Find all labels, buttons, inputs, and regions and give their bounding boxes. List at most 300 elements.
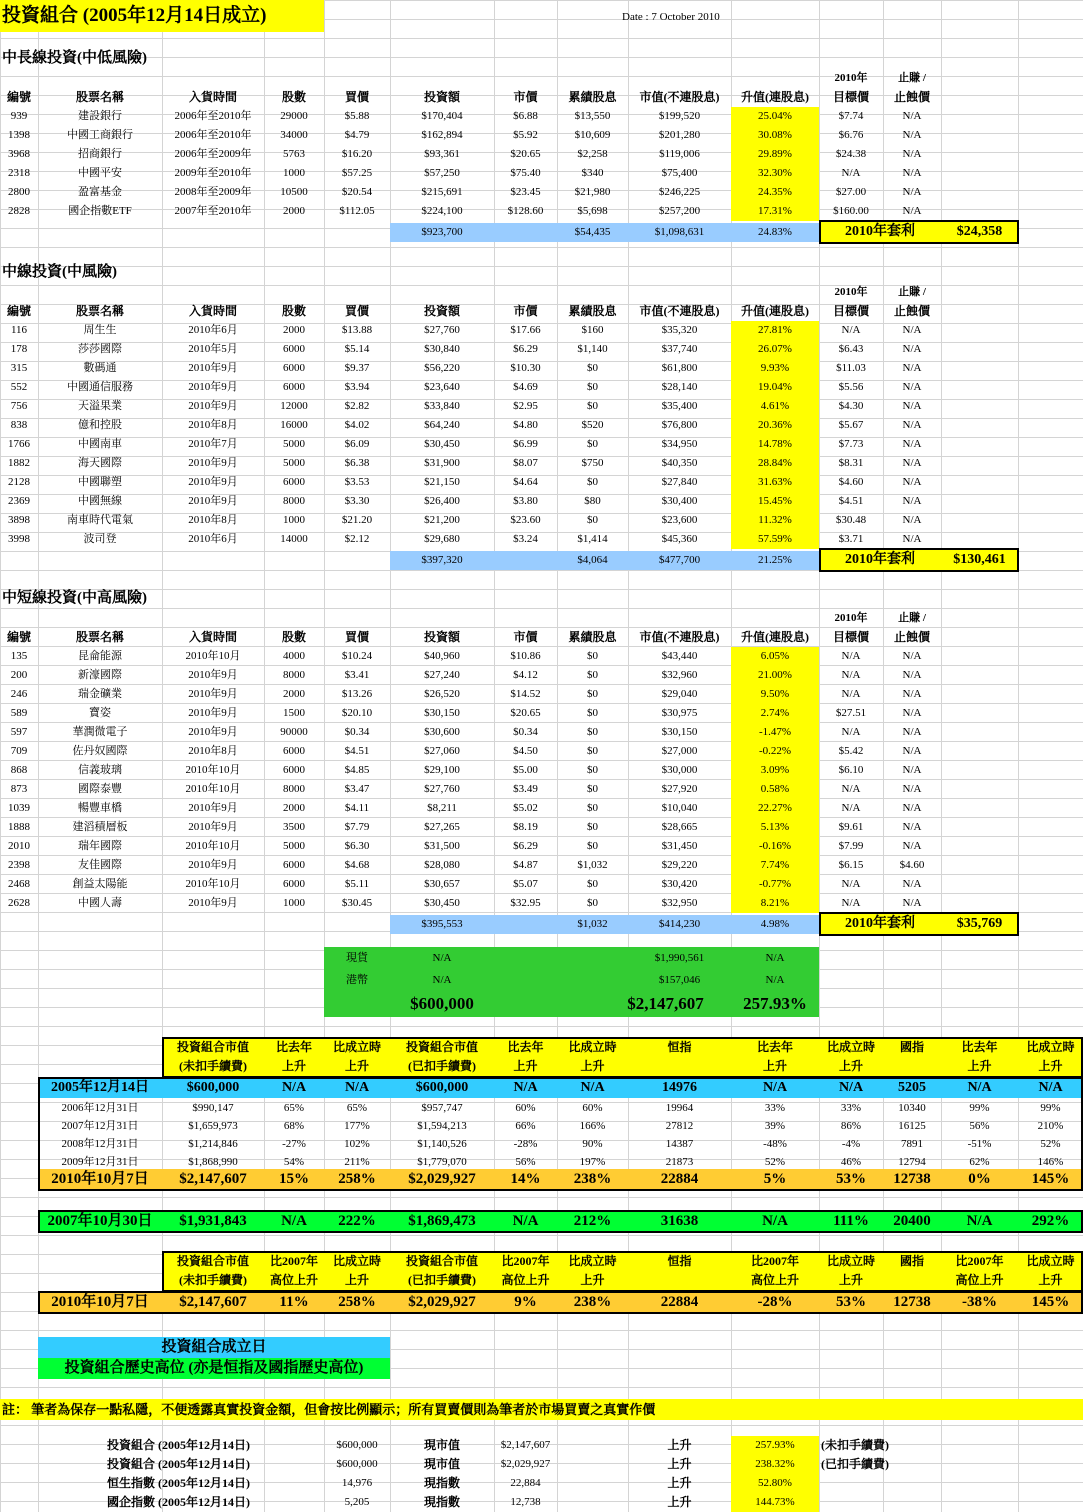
total-dividend[interactable]: $54,435 [574,226,611,238]
perf-year-cell[interactable]: 60% [582,1102,603,1114]
table-cell[interactable]: $30,450 [424,897,460,909]
table-cell[interactable]: $27.51 [835,707,867,719]
table-cell[interactable]: $30,420 [661,878,698,890]
table-cell[interactable]: $30,150 [661,726,698,738]
perf-current-cell[interactable]: 14% [510,1171,541,1187]
stock-name[interactable]: 波司登 [83,533,117,545]
table-cell[interactable]: $56,220 [424,362,460,374]
perf-header[interactable]: 投資組合市值 [405,1254,478,1268]
table-cell[interactable]: $0 [587,783,598,795]
perf-header[interactable]: 投資組合市值 [176,1040,249,1054]
table-cell[interactable]: $2.12 [344,533,370,545]
section-title[interactable]: 中線投資(中風險) [2,264,117,280]
perf-current-cell[interactable]: 2010年10月7日 [51,1171,149,1187]
table-cell[interactable]: 2010年6月 [188,324,238,336]
table-cell[interactable]: N/A [902,343,922,355]
bottom-fee[interactable]: (已扣手續費) [821,1457,889,1471]
table-cell[interactable]: $30,657 [424,878,460,890]
table-cell[interactable]: $21,150 [424,476,460,488]
table-cell[interactable]: 8000 [283,495,305,507]
legend-established[interactable]: 投資組合成立日 [38,1337,390,1358]
table-cell[interactable]: $29,040 [661,688,698,700]
table-cell[interactable]: $64,240 [424,419,460,431]
bottom-base[interactable]: $600,000 [336,1439,378,1451]
stock-name[interactable]: 昆侖能源 [78,650,122,662]
table-cell[interactable]: N/A [902,324,922,336]
stock-name[interactable]: 中國無線 [78,495,122,507]
table-cell[interactable]: 2010年6月 [188,533,238,545]
perf-year-cell[interactable]: 68% [283,1120,305,1132]
table-cell[interactable]: N/A [902,726,922,738]
table-cell[interactable]: $28,665 [661,821,698,833]
table-cell[interactable]: N/A [841,669,861,681]
perf-current-cell[interactable]: $2,029,927 [408,1171,476,1187]
table-cell[interactable]: $13,550 [574,110,611,122]
table-cell[interactable]: 57.59% [731,530,819,549]
perf-header[interactable]: 高位上升 [501,1273,550,1287]
perf-peak-cell[interactable]: N/A [281,1213,307,1229]
summary-gain[interactable]: 257.93% [743,994,807,1013]
perf-start-cell[interactable]: N/A [281,1080,307,1095]
stock-name[interactable]: 新濠國際 [78,669,122,681]
total-dividend[interactable]: $4,064 [577,554,608,566]
perf-start-cell[interactable]: N/A [1038,1080,1063,1095]
table-cell[interactable]: N/A [902,362,922,374]
table-cell[interactable]: 873 [10,783,28,795]
table-cell[interactable]: 116 [10,324,28,336]
perf-header[interactable]: (未扣手續費) [179,1273,247,1287]
bottom-base[interactable]: $600,000 [336,1458,378,1470]
bottom-label[interactable]: 投資組合 (2005年12月14日) [107,1438,250,1452]
perf-year-cell[interactable]: 16125 [898,1120,926,1132]
column-header[interactable]: 買價 [344,630,369,644]
stock-name[interactable]: 建滔積層板 [72,821,128,833]
perf-current-cell[interactable]: 53% [836,1171,866,1187]
perf-header[interactable]: 投資組合市值 [176,1254,249,1268]
table-cell[interactable]: $199,520 [658,110,701,122]
table-cell[interactable]: $6.29 [513,840,538,852]
table-cell[interactable]: 20.36% [731,416,819,435]
perf-year-cell[interactable]: $1,140,526 [417,1138,467,1150]
table-cell[interactable]: $8.31 [838,457,864,469]
table-cell[interactable]: 90000 [280,726,308,738]
table-cell[interactable]: $160.00 [833,205,869,217]
perf-header[interactable]: 上升 [838,1273,863,1287]
table-cell[interactable]: N/A [841,167,861,179]
perf-start-cell[interactable]: 5205 [898,1080,926,1095]
table-cell[interactable]: $23,640 [424,381,460,393]
table-cell[interactable]: $4.80 [513,419,538,431]
table-cell[interactable]: 2010年9月 [188,476,238,488]
table-cell[interactable]: $4.68 [344,859,370,871]
perf-peak-cell[interactable]: 20400 [893,1213,931,1229]
bottom-fee[interactable]: (未扣手續費) [821,1438,889,1452]
table-cell[interactable]: $3.94 [344,381,370,393]
table-cell[interactable]: 2006年至2009年 [174,148,252,160]
table-cell[interactable]: 30.08% [731,126,819,145]
perf-current-cell[interactable]: 238% [573,1171,612,1187]
section-title[interactable]: 中長線投資(中低風險) [2,50,147,66]
table-cell[interactable]: $3.41 [344,669,370,681]
column-header[interactable]: 入貨時間 [188,304,237,318]
table-cell[interactable]: $2,258 [577,148,608,160]
perf-year-cell[interactable]: 52% [1040,1138,1061,1150]
table-cell[interactable]: 29.89% [731,145,819,164]
perf-header[interactable]: 比成立時 [1026,1040,1075,1054]
table-cell[interactable]: $162,894 [421,129,463,141]
table-cell[interactable]: $4.51 [838,495,864,507]
table-cell[interactable]: 838 [10,419,28,431]
perf-header[interactable]: 上升 [838,1059,863,1073]
stock-name[interactable]: 盈富基金 [78,186,122,198]
bottom-fee[interactable] [819,1493,941,1512]
table-cell[interactable]: $0 [587,821,598,833]
perf-header[interactable]: 比成立時 [568,1254,617,1268]
table-cell[interactable]: $93,361 [424,148,460,160]
table-cell[interactable]: $5,698 [577,205,608,217]
table-cell[interactable]: N/A [902,745,922,757]
table-cell[interactable]: N/A [902,381,922,393]
perf-header[interactable]: 恒指 [667,1254,692,1268]
header-target-year[interactable]: 2010年 [834,612,868,624]
table-cell[interactable]: $3.24 [513,533,538,545]
perf-start-cell[interactable]: $600,000 [415,1080,469,1095]
table-cell[interactable]: 6.05% [731,647,819,666]
table-cell[interactable]: $31,900 [424,457,460,469]
table-cell[interactable]: $4.30 [838,400,864,412]
perf-start-cell[interactable]: N/A [762,1080,788,1095]
perf-vspeak-cell[interactable]: -28% [757,1294,793,1310]
perf-year-cell[interactable]: 86% [840,1120,862,1132]
summary-invest[interactable]: $600,000 [410,994,474,1013]
perf-header[interactable]: 高位上升 [955,1273,1004,1287]
table-cell[interactable]: $32,950 [661,897,698,909]
table-cell[interactable]: 3.09% [731,761,819,780]
perf-year-cell[interactable]: -28% [513,1138,538,1150]
table-cell[interactable]: 5000 [283,457,305,469]
perf-header[interactable]: 比成立時 [332,1254,381,1268]
table-cell[interactable]: $340 [581,167,604,179]
table-cell[interactable]: N/A [902,783,922,795]
table-cell[interactable]: $4.87 [513,859,538,871]
table-cell[interactable]: 2010年9月 [188,707,238,719]
table-cell[interactable]: 3898 [8,514,30,526]
perf-header[interactable]: 上升 [1038,1059,1063,1073]
profit-label[interactable]: 2010年套利 [819,913,941,935]
column-header[interactable]: 入貨時間 [188,90,237,104]
table-cell[interactable]: $31,500 [424,840,460,852]
table-cell[interactable]: 8000 [283,669,305,681]
table-cell[interactable]: 31.63% [731,473,819,492]
stock-name[interactable]: 華潤微電子 [72,726,128,738]
table-cell[interactable]: N/A [902,205,922,217]
perf-vspeak-cell[interactable]: 238% [573,1294,612,1310]
table-cell[interactable]: $30,975 [661,707,698,719]
table-cell[interactable]: $61,800 [661,362,698,374]
column-header[interactable]: 止蝕價 [893,630,930,644]
table-cell[interactable]: $27,060 [424,745,460,757]
table-cell[interactable]: 2828 [8,205,30,217]
table-cell[interactable]: $32,960 [661,669,698,681]
table-cell[interactable]: $10,609 [574,129,611,141]
table-cell[interactable]: 2369 [8,495,30,507]
total-invest[interactable]: $395,553 [421,918,463,930]
table-cell[interactable]: $5.88 [344,110,370,122]
column-header[interactable]: 股數 [281,304,306,318]
bottom-now-label[interactable]: 現市值 [423,1457,460,1471]
perf-header[interactable]: 比2007年 [269,1254,318,1268]
table-cell[interactable]: 2007年至2010年 [174,205,252,217]
perf-year-cell[interactable]: 54% [283,1156,305,1168]
table-cell[interactable]: 22.27% [731,799,819,818]
table-cell[interactable]: $33,840 [424,400,460,412]
table-cell[interactable]: $20.65 [510,707,541,719]
perf-start-cell[interactable]: N/A [838,1080,864,1095]
perf-year-cell[interactable]: 14387 [665,1138,694,1150]
table-cell[interactable]: N/A [902,495,922,507]
bottom-rise-label[interactable]: 上升 [667,1476,692,1490]
table-cell[interactable]: 8000 [283,783,305,795]
bottom-now-label[interactable]: 現指數 [423,1476,460,1490]
total-gain[interactable]: 4.98% [760,918,790,930]
table-cell[interactable]: $32.95 [510,897,541,909]
column-header[interactable]: 累績股息 [568,630,617,644]
perf-year-cell[interactable]: 99% [1040,1102,1061,1114]
table-cell[interactable]: $4.85 [344,764,370,776]
table-cell[interactable]: $3.71 [838,533,864,545]
stock-name[interactable]: 莎莎國際 [78,343,122,355]
table-cell[interactable]: $40,960 [424,650,460,662]
table-cell[interactable]: 3500 [283,821,305,833]
perf-peak-cell[interactable]: N/A [966,1213,993,1229]
perf-year-cell[interactable]: 12794 [898,1156,926,1168]
bottom-now[interactable]: 22,884 [510,1477,541,1489]
table-cell[interactable]: N/A [841,802,861,814]
table-cell[interactable]: N/A [902,148,922,160]
table-cell[interactable]: 6000 [283,476,305,488]
table-cell[interactable]: $520 [581,419,604,431]
table-cell[interactable]: $30,150 [424,707,460,719]
table-cell[interactable]: $9.37 [344,362,370,374]
table-cell[interactable]: $30,000 [661,764,698,776]
table-cell[interactable]: 1039 [8,802,30,814]
perf-peak-cell[interactable]: $1,931,843 [179,1213,247,1229]
table-cell[interactable]: $0.34 [344,726,370,738]
table-cell[interactable]: 2000 [283,688,305,700]
perf-vspeak-cell[interactable]: $2,029,927 [408,1294,476,1310]
table-cell[interactable]: 2010年9月 [188,726,238,738]
table-cell[interactable]: N/A [841,688,861,700]
total-invest[interactable]: $397,320 [421,554,463,566]
table-cell[interactable]: 178 [10,343,28,355]
perf-peak-cell[interactable]: N/A [762,1213,788,1229]
table-cell[interactable]: N/A [902,802,922,814]
table-cell[interactable]: $30.45 [341,897,373,909]
perf-year-cell[interactable]: 33% [764,1102,786,1114]
stock-name[interactable]: 中國工商銀行 [67,129,133,141]
table-cell[interactable]: -0.77% [731,875,819,894]
table-cell[interactable]: 552 [10,381,28,393]
table-cell[interactable]: $112.05 [339,205,375,217]
perf-year-cell[interactable]: 2006年12月31日 [61,1102,139,1114]
table-cell[interactable]: 2010年5月 [188,343,238,355]
profit-value[interactable]: $130,461 [941,549,1018,571]
perf-year-cell[interactable]: 52% [764,1156,786,1168]
table-cell[interactable]: 2010年9月 [188,362,238,374]
perf-year-cell[interactable]: 56% [515,1156,536,1168]
table-cell[interactable]: $6.76 [838,129,864,141]
perf-vspeak-cell[interactable]: $2,147,607 [179,1294,247,1310]
table-cell[interactable]: $35,320 [661,324,698,336]
table-cell[interactable]: 2010年9月 [188,802,238,814]
perf-year-cell[interactable]: 19964 [665,1102,694,1114]
table-cell[interactable]: 2010年9月 [188,897,238,909]
column-header[interactable]: 股數 [281,630,306,644]
table-cell[interactable]: 2010年9月 [188,400,238,412]
bottom-label[interactable]: 投資組合 (2005年12月14日) [107,1457,250,1471]
table-cell[interactable]: $6.15 [838,859,864,871]
table-cell[interactable]: 2010年10月 [185,840,241,852]
table-cell[interactable]: $750 [581,457,604,469]
table-cell[interactable]: 32.30% [731,164,819,183]
table-cell[interactable]: N/A [841,726,861,738]
cash-cell[interactable]: N/A [432,974,452,986]
table-cell[interactable]: $0 [587,707,598,719]
table-cell[interactable]: $119,006 [659,148,700,160]
perf-header[interactable]: 上升 [580,1059,605,1073]
table-cell[interactable]: $27,760 [424,324,460,336]
table-cell[interactable]: $5.11 [344,878,370,890]
table-cell[interactable]: 6000 [283,343,305,355]
table-cell[interactable]: 2010年10月 [185,650,241,662]
total-gain[interactable]: 21.25% [758,554,792,566]
table-cell[interactable]: 9.50% [731,685,819,704]
perf-year-cell[interactable]: 7891 [901,1138,923,1150]
table-cell[interactable]: 2000 [283,802,305,814]
table-cell[interactable]: $5.92 [513,129,538,141]
perf-year-cell[interactable]: 62% [969,1156,990,1168]
total-market-value[interactable]: $1,098,631 [654,226,705,238]
perf-year-cell[interactable]: $1,779,070 [417,1156,467,1168]
table-cell[interactable]: $0 [587,400,598,412]
column-header[interactable]: 編號 [6,630,31,644]
stock-name[interactable]: 億和控股 [78,419,122,431]
perf-header[interactable]: 上升 [513,1059,538,1073]
table-cell[interactable]: $4.50 [513,745,538,757]
table-cell[interactable]: $0 [587,476,598,488]
table-cell[interactable]: N/A [841,878,861,890]
stock-name[interactable]: 國企指數ETF [68,205,132,217]
profit-value[interactable]: $24,358 [941,221,1018,243]
table-cell[interactable]: $4.51 [344,745,370,757]
table-cell[interactable]: 28.84% [731,454,819,473]
column-header[interactable]: 入貨時間 [188,630,237,644]
table-cell[interactable]: $5.07 [513,878,538,890]
table-cell[interactable]: $1,032 [577,859,608,871]
perf-header[interactable]: (未扣手續費) [179,1059,247,1073]
table-cell[interactable]: $4.64 [513,476,538,488]
perf-year-cell[interactable]: 27812 [665,1120,694,1132]
table-cell[interactable]: $3.47 [344,783,370,795]
table-cell[interactable]: 26.07% [731,340,819,359]
perf-header[interactable]: 比去年 [275,1040,312,1054]
perf-header[interactable]: 上升 [1038,1273,1063,1287]
table-cell[interactable]: $57.25 [341,167,373,179]
table-cell[interactable]: $5.00 [513,764,538,776]
table-cell[interactable]: $6.10 [838,764,864,776]
perf-year-cell[interactable]: 2009年12月31日 [61,1156,139,1168]
bottom-now[interactable]: $2,147,607 [500,1439,551,1451]
table-cell[interactable]: 3998 [8,533,30,545]
cash-cell[interactable]: N/A [765,952,785,964]
perf-header[interactable]: 比去年 [756,1040,793,1054]
table-cell[interactable]: $0.34 [513,726,538,738]
stock-name[interactable]: 寶姿 [89,707,111,719]
table-cell[interactable]: N/A [902,167,922,179]
table-cell[interactable]: 4000 [283,650,305,662]
perf-year-cell[interactable]: -4% [841,1138,861,1150]
perf-header[interactable]: 恒指 [667,1040,692,1054]
table-cell[interactable]: 19.04% [731,378,819,397]
perf-header[interactable]: 比去年 [507,1040,544,1054]
table-cell[interactable]: $43,440 [661,650,698,662]
table-cell[interactable]: 2468 [8,878,30,890]
table-cell[interactable]: 2010年9月 [188,821,238,833]
table-cell[interactable]: $0 [587,745,598,757]
column-header[interactable]: 累績股息 [568,90,617,104]
table-cell[interactable]: $30,600 [424,726,460,738]
perf-year-cell[interactable]: 56% [969,1120,990,1132]
note-banner[interactable]: 註： 筆者為保存一點私隱，不便透露真實投資金額，但會按比例顯示；所有買賣價則為筆者於市場買賣之真實作價 [0,1399,1083,1420]
stock-name[interactable]: 招商銀行 [78,148,122,160]
table-cell[interactable]: 597 [10,726,28,738]
table-cell[interactable]: $4.60 [899,859,925,871]
table-cell[interactable]: $5.56 [838,381,864,393]
table-cell[interactable]: 2000 [283,324,305,336]
column-header[interactable]: 買價 [344,304,369,318]
table-cell[interactable]: 709 [10,745,28,757]
perf-current-cell[interactable]: 145% [1031,1171,1070,1187]
perf-year-cell[interactable]: 166% [579,1120,606,1132]
table-cell[interactable]: $10.24 [341,650,373,662]
table-cell[interactable]: 8.21% [731,894,819,913]
perf-header[interactable]: 比2007年 [955,1254,1004,1268]
table-cell[interactable]: N/A [841,650,861,662]
table-cell[interactable]: $80 [584,495,601,507]
table-cell[interactable]: $30.48 [835,514,867,526]
perf-year-cell[interactable]: 177% [344,1120,370,1132]
bottom-now-label[interactable]: 現市值 [423,1438,460,1452]
table-cell[interactable]: 2010年9月 [188,688,238,700]
cash-cell[interactable]: N/A [765,974,785,986]
table-cell[interactable]: $6.38 [344,457,370,469]
bottom-rise[interactable]: 144.73% [731,1493,819,1512]
table-cell[interactable]: $34,950 [661,438,698,450]
stock-name[interactable]: 瑞金礦業 [78,688,122,700]
perf-header[interactable]: 比成立時 [826,1254,875,1268]
bottom-rise-label[interactable]: 上升 [667,1438,692,1452]
perf-current-cell[interactable]: $2,147,607 [179,1171,247,1187]
table-cell[interactable]: 16000 [280,419,308,431]
table-cell[interactable]: N/A [902,669,922,681]
table-cell[interactable]: 2628 [8,897,30,909]
perf-vspeak-cell[interactable]: 22884 [660,1294,699,1310]
perf-start-cell[interactable]: 2005年12月14日 [51,1080,149,1095]
bottom-label[interactable]: 國企指數 (2005年12月14日) [107,1495,250,1509]
table-cell[interactable]: $6.43 [838,343,864,355]
table-cell[interactable]: $0 [587,764,598,776]
perf-vspeak-cell[interactable]: 9% [514,1294,537,1310]
